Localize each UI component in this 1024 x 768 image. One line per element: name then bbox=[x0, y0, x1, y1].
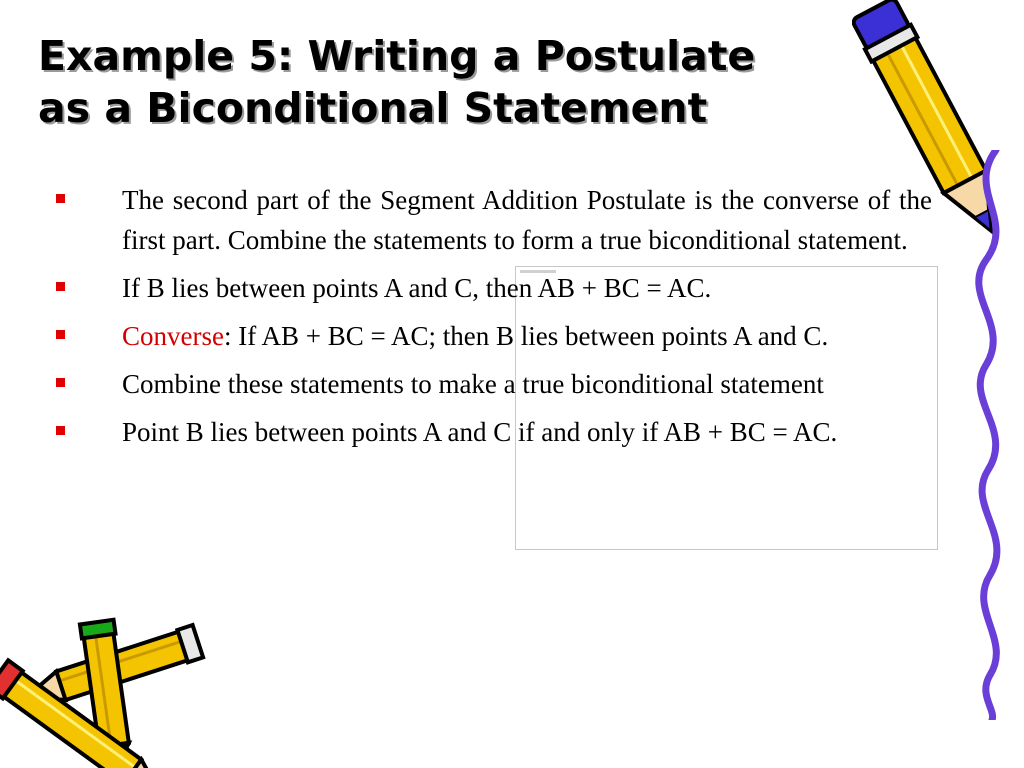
crossed-pencils-icon bbox=[0, 615, 210, 768]
slide-title-line-1: Example 5: Writing a Postulate bbox=[38, 32, 756, 80]
bullet-item-3 bbox=[52, 316, 932, 356]
bullet-text-1: The second part of the Segment Addition Postulate is the converse of the first part. Combine the statements to form a true biconditional statement. bbox=[122, 185, 932, 255]
squiggle-line-icon bbox=[956, 150, 1022, 720]
bullet-item-2 bbox=[52, 268, 932, 308]
square-bullet-icon bbox=[56, 378, 65, 387]
bullet-item-4 bbox=[52, 364, 932, 404]
square-bullet-icon bbox=[56, 330, 65, 339]
slide-title bbox=[38, 30, 878, 134]
square-bullet-icon bbox=[56, 194, 65, 203]
square-bullet-icon bbox=[56, 426, 65, 435]
slide-title-line-2: as a Biconditional Statement bbox=[38, 84, 708, 132]
bullet-text-3: : If AB + BC = AC; then B lies between points A and C. bbox=[223, 321, 829, 351]
square-bullet-icon bbox=[56, 282, 65, 291]
bullet-text-4: Combine these statements to make a true biconditional statement bbox=[122, 369, 824, 399]
bullet-text-5: Point B lies between points A and C if and only if AB + BC = AC. bbox=[122, 417, 838, 447]
bullet-text-2: If B lies between points A and C, then AB + BC = AC. bbox=[122, 273, 712, 303]
converse-label: Converse bbox=[122, 321, 224, 351]
bullet-item-5 bbox=[52, 412, 932, 452]
bullet-list bbox=[52, 180, 932, 460]
bullet-item-1 bbox=[52, 180, 932, 260]
